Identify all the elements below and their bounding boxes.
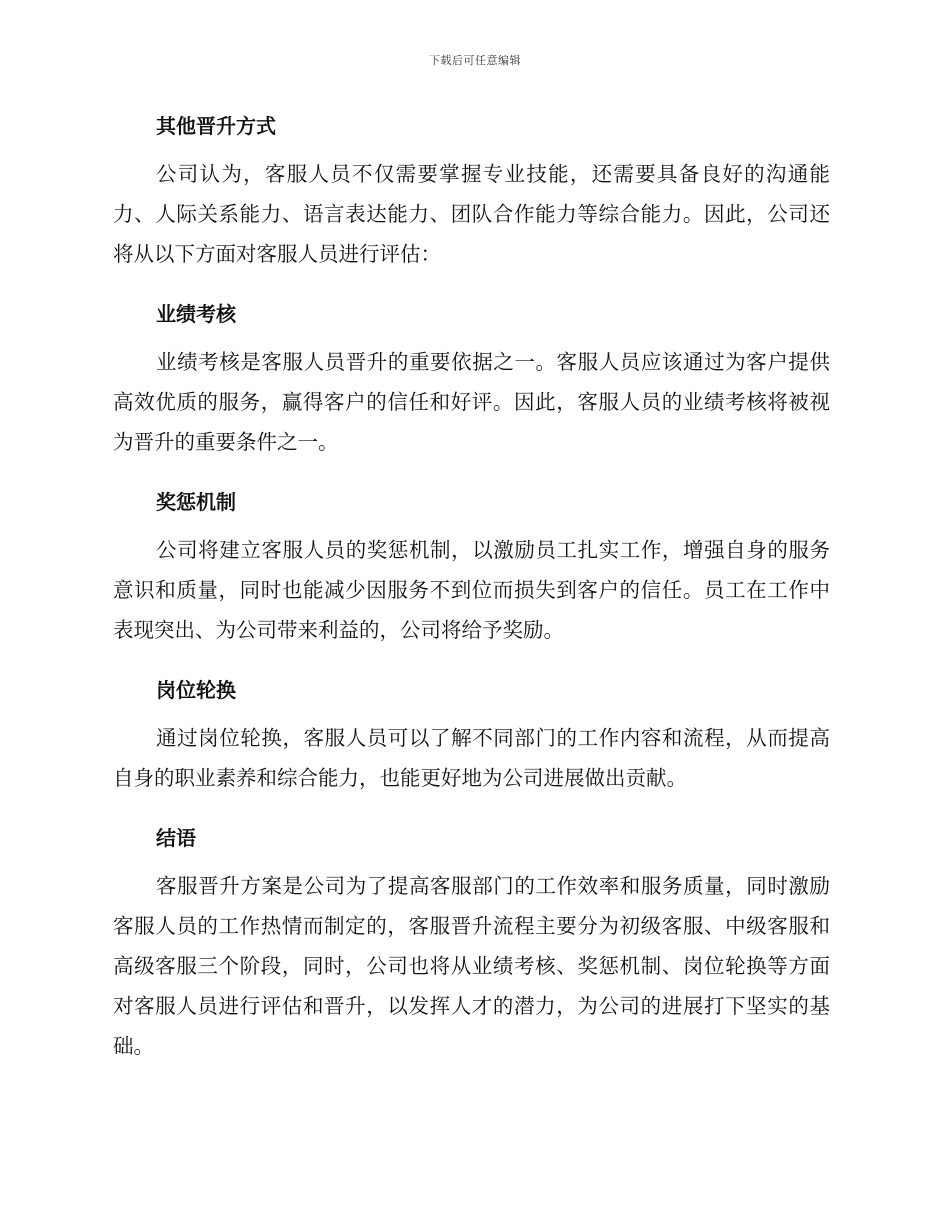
section-heading-job-rotation: 岗位轮换 [156,678,236,702]
section-heading-reward-penalty: 奖惩机制 [156,490,236,514]
section-heading-conclusion: 结语 [156,826,196,850]
section-paragraph-reward-penalty: 公司将建立客服人员的奖惩机制，以激励员工扎实工作，增强自身的服务意识和质量，同时也能减少因服务不到位而损失到客户的信任。员工在工作中表现突出、为公司带来利益的，公司将给予奖励。 [113,538,830,642]
section-paragraph-performance: 业绩考核是客服人员晋升的重要依据之一。客服人员应该通过为客户提供高效优质的服务，赢得客户的信任和好评。因此，客服人员的业绩考核将被视为晋升的重要条件之一。 [113,350,830,454]
section-paragraph-job-rotation: 通过岗位轮换，客服人员可以了解不同部门的工作内容和流程，从而提高自身的职业素养和综合能力，也能更好地为公司进展做出贡献。 [113,726,830,790]
section-paragraph-conclusion: 客服晋升方案是公司为了提高客服部门的工作效率和服务质量，同时激励客服人员的工作热情而制定的，客服晋升流程主要分为初级客服、中级客服和高级客服三个阶段，同时，公司也将从业绩考核、奖惩机制、岗位轮换等方面对客服人员进行评估和晋升，以发挥人才的潜力，为公司的进展打下坚实的基础。 [113,874,830,1058]
section-heading-other-promotion: 其他晋升方式 [156,114,276,138]
page-header: 下载后可任意编辑 [429,54,521,67]
section-heading-performance: 业绩考核 [156,302,236,326]
section-paragraph-other-promotion: 公司认为，客服人员不仅需要掌握专业技能，还需要具备良好的沟通能力、人际关系能力、语言表达能力、团队合作能力等综合能力。因此，公司还将从以下方面对客服人员进行评估： [113,162,830,266]
document-body [113,112,830,1066]
